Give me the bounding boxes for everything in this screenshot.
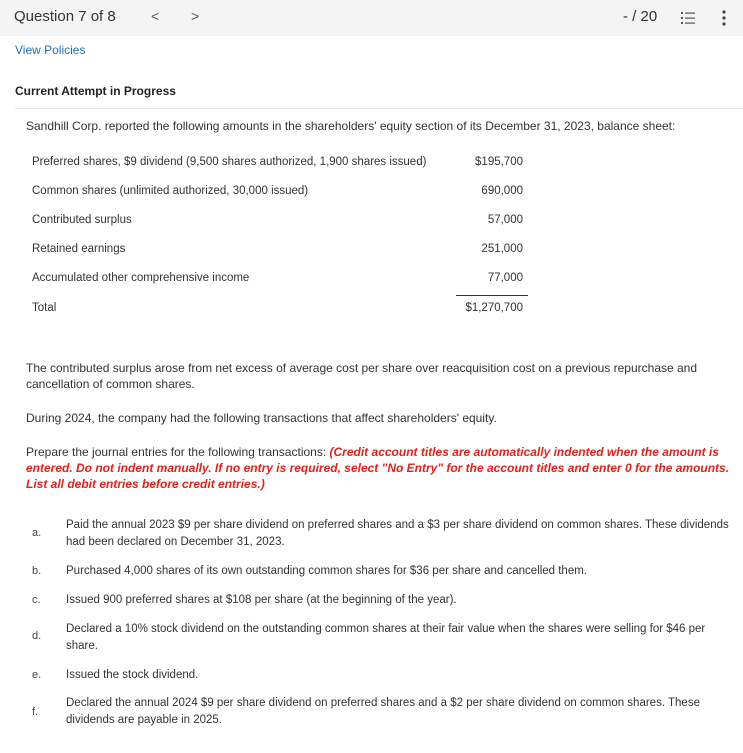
transaction-text: Purchased 4,000 shares of its own outstanding common shares for $36 per share and cancelled them.	[66, 565, 587, 577]
next-question-button[interactable]: >	[191, 8, 200, 24]
score-display: - / 20	[623, 8, 658, 25]
equity-row-amount: 690,000	[481, 185, 523, 197]
equity-row-label: Common shares (unlimited authorized, 30,000 issued)	[32, 185, 309, 197]
equity-row-amount: 77,000	[487, 272, 523, 284]
transaction-text: Declared a 10% stock dividend on the outstanding common shares at their fair value when the shares were selling for $46 per share.	[66, 623, 706, 652]
question-counter: Question 7 of 8	[14, 8, 116, 25]
equity-row-label: Retained earnings	[32, 243, 126, 255]
equity-row-amount: 57,000	[487, 214, 523, 226]
list-icon[interactable]	[680, 10, 696, 26]
equity-row	[32, 156, 532, 174]
top-bar	[0, 0, 743, 36]
transaction-letter: c.	[32, 594, 41, 606]
problem-intro: Sandhill Corp. reported the following amounts in the shareholders' equity section of its December 31, 2023, balance sheet:	[26, 119, 676, 133]
equity-row-label: Accumulated other comprehensive income	[32, 272, 250, 284]
prepare-text: Prepare the journal entries for the following transactions:	[26, 445, 327, 459]
equity-row-label: Total	[32, 302, 57, 314]
previous-question-button[interactable]: <	[151, 8, 160, 24]
more-vertical-icon[interactable]	[721, 9, 727, 27]
contributed-surplus-note: The contributed surplus arose from net excess of average cost per share over reacquisition cost on a previous repurchase and cancellation of common shares.	[26, 361, 698, 391]
prepare-instruction	[26, 444, 738, 492]
transaction-letter: d.	[32, 630, 42, 642]
view-policies-link[interactable]: View Policies	[15, 43, 86, 57]
equity-total-row	[32, 302, 532, 320]
total-underline	[456, 295, 528, 296]
instruction-note: (Credit account titles are automatically indented when the amount is entered. Do not indent manually. If no entry is required, select "No Entry" for the account titles and enter 0 for the amounts. List all debit entries before credit entries.)	[26, 445, 730, 491]
during-year-text: During 2024, the company had the following transactions that affect shareholders' equity.	[26, 411, 497, 425]
attempt-status: Current Attempt in Progress	[15, 84, 176, 98]
equity-row-amount: $1,270,700	[465, 302, 523, 314]
equity-row	[32, 214, 532, 232]
transaction-letter: e.	[32, 669, 42, 681]
transaction-text: Declared the annual 2024 $9 per share dividend on preferred shares and a $2 per share dividend on common shares. These dividends are payable in 2025.	[66, 697, 700, 726]
equity-row	[32, 272, 532, 290]
equity-row-label: Contributed surplus	[32, 214, 132, 226]
equity-row	[32, 243, 532, 261]
transaction-letter: a.	[32, 527, 42, 539]
transaction-text: Issued 900 preferred shares at $108 per share (at the beginning of the year).	[66, 594, 457, 606]
transaction-text: Paid the annual 2023 $9 per share dividend on preferred shares and a $3 per share dividend on common shares. These dividends had been declared on December 31, 2023.	[66, 519, 729, 548]
equity-row-amount: $195,700	[475, 156, 523, 168]
transaction-letter: b.	[32, 565, 42, 577]
equity-row-label: Preferred shares, $9 dividend (9,500 shares authorized, 1,900 shares issued)	[32, 156, 427, 168]
equity-row	[32, 185, 532, 203]
equity-row-amount: 251,000	[481, 243, 523, 255]
transaction-text: Issued the stock dividend.	[66, 669, 199, 681]
transaction-letter: f.	[32, 706, 39, 718]
section-divider	[15, 108, 743, 109]
